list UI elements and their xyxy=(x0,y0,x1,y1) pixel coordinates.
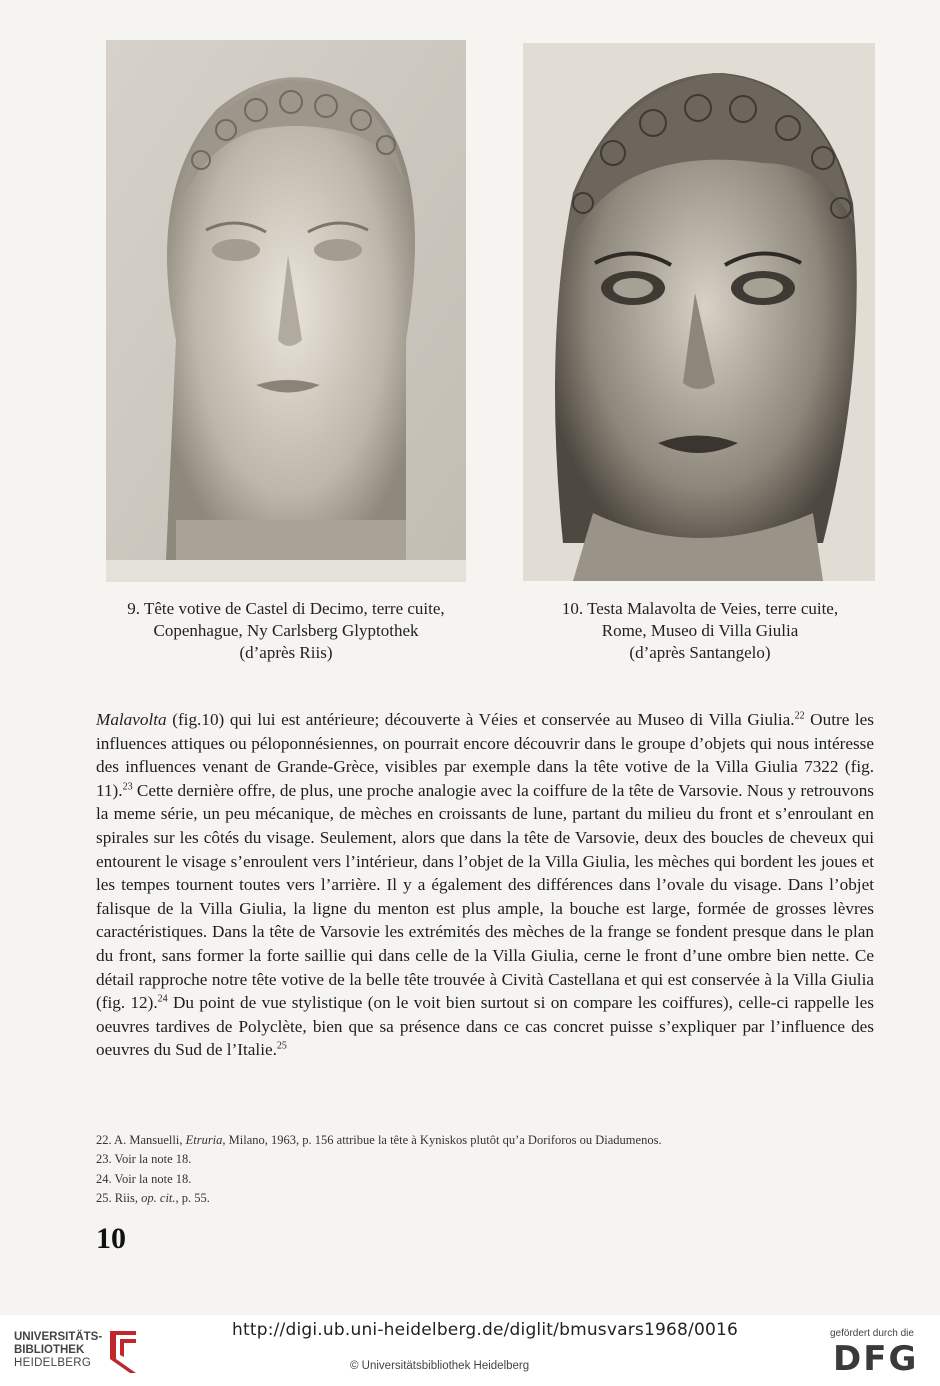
university-library-logo[interactable] xyxy=(14,1331,144,1377)
footnote-text: 24. Voir la note 18. xyxy=(96,1171,192,1186)
footnote-text: 22. A. Mansuelli, xyxy=(96,1133,186,1147)
footnote-text: 23. Voir la note 18. xyxy=(96,1152,192,1167)
footnote-text: 25. Riis, xyxy=(96,1190,142,1205)
copyright-notice: © Universitätsbibliothek Heidelberg xyxy=(350,1360,530,1372)
library-name-line: UNIVERSITÄTS- xyxy=(14,1331,103,1343)
library-name-line: BIBLIOTHEK xyxy=(14,1344,85,1356)
footnote-ref-23: 23 xyxy=(122,781,133,793)
text-segment: Du point de vue stylistique (on le voit bien surtout si on compare les coiffures), celle-ci rappelle les oeuvres tardives de Polyclète, bien que sa présence dans ce cas concret puisse s’expliquer par l’influence des oeuvres du Sud de l’Italie. xyxy=(96,993,874,1060)
figure-10-illustration xyxy=(523,43,875,581)
footnote-ref-22: 22 xyxy=(794,710,805,722)
body-paragraph xyxy=(96,708,874,1062)
footnotes xyxy=(96,1131,876,1208)
footnote-ref-25: 25 xyxy=(276,1040,287,1052)
footnote-italic: Etruria xyxy=(185,1133,223,1147)
caption-line: Copenhague, Ny Carlsberg Glyptothek xyxy=(153,621,419,640)
library-mark-icon xyxy=(106,1329,140,1375)
library-name-line: HEIDELBERG xyxy=(14,1357,92,1369)
footnote-text: , Milano, 1963, p. 156 attribue la tête à Kyniskos plutôt qu’a Doriforos ou Diadumenos. xyxy=(222,1133,662,1147)
caption-line: (d’après Santangelo) xyxy=(629,643,771,662)
figure-9-votive-head-photo xyxy=(106,40,466,582)
italic-term: Malavolta xyxy=(96,710,167,729)
figure-9-illustration xyxy=(106,40,466,582)
caption-line: Rome, Museo di Villa Giulia xyxy=(601,621,799,640)
library-name xyxy=(14,1331,102,1370)
footnote-23 xyxy=(96,1150,876,1169)
document-url-link[interactable]: http://digi.ub.uni-heidelberg.de/diglit/bmusvars1968/0016 xyxy=(232,1320,739,1340)
footnote-text: , p. 55. xyxy=(175,1190,210,1205)
page-number: 10 xyxy=(96,1222,126,1255)
funding-label: gefördert durch die xyxy=(830,1328,914,1339)
footnote-24 xyxy=(96,1170,876,1189)
caption-line: 9. Tête votive de Castel di Decimo, terre cuite, xyxy=(127,599,445,618)
caption-line: 10. Testa Malavolta de Veies, terre cuite, xyxy=(561,599,839,618)
caption-line: (d’après Riis) xyxy=(239,643,333,662)
text-segment: Outre les influences attiques ou péloponnésiennes, on pourrait encore découvrir dans le groupe d’objets qui nous intéresse des influences venant de Grande-Grèce, visibles par exemple dans la tête votive de la Villa Giulia 7322 (fig. 11). xyxy=(96,710,874,800)
figure-9-caption xyxy=(96,598,476,664)
footnote-25 xyxy=(96,1189,876,1208)
text-segment: (fig.10) qui lui est antérieure; découverte à Véies et conservée au Museo di Villa Giulia. xyxy=(166,710,795,729)
figure-10-caption xyxy=(510,598,890,664)
footnote-ref-24: 24 xyxy=(157,993,168,1005)
figure-10-malavolta-head-photo xyxy=(523,43,875,581)
text-segment: Cette dernière offre, de plus, une proche analogie avec la coiffure de la tête de Varsovie. Nous y retrouvons la meme série, un peu mécanique, de mèches en croissants de lune, partant du milieu du front et s’enroulant en spirales sur les côtés du visage. Seulement, alors que dans la tête de Varsovie, deux des boucles de cheveux qui entourent le visage s’enroulent vers l’intérieur, dans l’objet de la Villa Giulia, les mèches qui bordent les joues et les tempes tournent toutes vers l’arrière. Il y a également des différences dans l’ovale du visage. Dans l’objet falisque de la Villa Giulia, la ligne du menton est plus ample, la bouche est large, formée de grosses lèvres caractéristiques. Dans la tête de Varsovie les extrémités des mèches de la frange se fondent presque dans le plan du front, sans former la forte saillie qui dans celle de la Villa Giulia, cerne le front d’une ombre bien nette. Ce détail rapproche notre tête votive de la belle tête trouvée à Cività Castellana et qui est conservée à la Villa Giulia (fig. 12). xyxy=(96,780,874,1013)
dfg-logo[interactable]: DFG xyxy=(833,1339,919,1379)
footnote-22 xyxy=(96,1131,876,1150)
footnote-italic: op. cit. xyxy=(141,1190,176,1205)
